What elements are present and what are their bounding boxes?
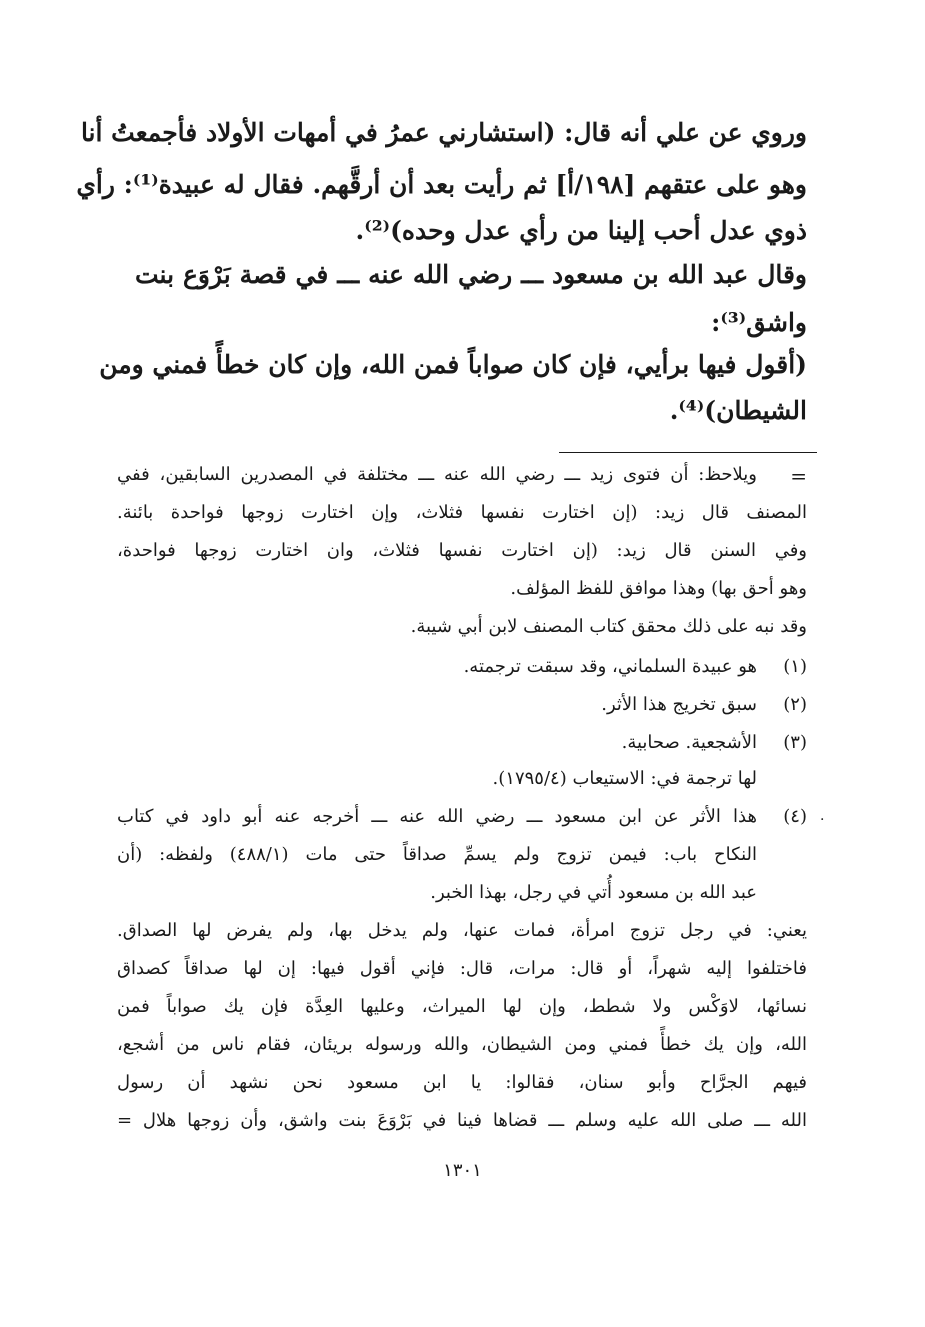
footnote-4-tail-4: الله، وإن يك خطأً فمني ومن الشيطان، والله ورسوله بريئان، فقام ناس من أشجع، <box>117 1034 807 1055</box>
footnote-3-text: الأشجعية. صحابية. <box>621 732 757 753</box>
footnote-3-number: (٣) <box>783 732 807 753</box>
continuation-line-4: وهو أحق بها) وهذا موافق للفظ المؤلف. <box>510 578 807 599</box>
footnote-4-tail-6: الله ـــ صلى الله عليه وسلم ـــ قضاها فينا في بَرْوَعَ بنت واشق، وأن زوجها هلال = <box>117 1110 807 1131</box>
footnote-4-tail-1: يعني: في رجل تزوج امرأة، فمات عنها، ولم يدخل بها، ولم يفرض لها الصداق. <box>117 920 807 941</box>
main-text-line-5: واشق⁽³⁾: <box>711 308 807 337</box>
footnote-separator <box>559 452 817 453</box>
footnote-4-number: (٤) <box>783 806 807 827</box>
main-text-line-7: الشيطان)⁽⁴⁾. <box>669 396 807 425</box>
footnote-1-text: هو عبيدة السلماني، وقد سبقت ترجمته. <box>463 656 757 677</box>
footnote-2-text: سبق تخريج هذا الأثر. <box>601 694 757 715</box>
continuation-line-3: وفي السنن قال زيد: (إن اختارت نفسها فثلاث، وان اختارت زوجها فواحدة، <box>117 540 807 561</box>
continuation-line-5: وقد نبه على ذلك محقق كتاب المصنف لابن أبي شيبة. <box>410 616 807 637</box>
continuation-line-2: المصنف قال زيد: (إن اختارت نفسها فثلاث، وإن اختارت زوجها فواحدة بائنة. <box>117 502 807 523</box>
footnote-4-line-1: هذا الأثر عن ابن مسعود ـــ رضي الله عنه ـــ أخرجه عنه أبو داود في كتاب <box>117 806 757 827</box>
footnote-2-number: (٢) <box>783 694 807 715</box>
continuation-line-1: ويلاحظ: أن فتوى زيد ـــ رضي الله عنه ـــ مختلفة في المصدرين السابقين، ففي <box>117 464 757 485</box>
main-text-line-1: وروي عن علي أنه قال: (استشارني عمرُ في أمهات الأولاد فأجمعتُ أنا <box>80 118 807 147</box>
footnote-4-tail-2: فاختلفوا إليه شهراً، أو قال: مرات، قال: فإني أقول فيها: إن لها صداقاً كصداق <box>117 958 807 979</box>
footnote-1-number: (١) <box>783 656 807 677</box>
footnote-3-extra: لها ترجمة في: الاستيعاب (١٧٩٥/٤). <box>492 768 757 789</box>
continuation-mark: = <box>790 464 807 488</box>
main-text-line-3: ذوي عدل أحب إلينا من رأي عدل وحده)⁽²⁾. <box>355 216 807 245</box>
footnote-4-tail-3: نسائها، لاوَكْس ولا شطط، وإن لها الميراث، وعليها العِدَّة فإن يك صواباً فمن <box>117 996 807 1017</box>
footnote-4-line-2: النكاح باب: فيمن تزوج ولم يسمِّ صداقاً حتى مات (٤٨٨/١) ولفظه: (أن <box>117 844 757 865</box>
footnote-4-line-3: عبد الله بن مسعود أُتي في رجل، بهذا الخبر. <box>430 882 757 903</box>
main-text-line-6: (أقول فيها برأيي، فإن كان صواباً فمن الله، وإن كان خطأً فمني ومن <box>99 350 807 379</box>
main-text-line-2: وهو على عتقهم [١٩٨/أ] ثم رأيت بعد أن أرقَّهم. فقال له عبيدة⁽¹⁾: رأي <box>76 170 807 199</box>
footnote-4-tail-5: فيهم الجرَّاح وأبو سنان، فقالوا: يا ابن مسعود نحن نشهد أن رسول <box>117 1072 807 1093</box>
page-number: ١٣٠١ <box>443 1160 482 1181</box>
margin-dot: · <box>820 812 825 828</box>
main-text-line-4: وقال عبد الله بن مسعود ـــ رضي الله عنه ـــ في قصة بَرْوَع بنت <box>135 260 807 289</box>
